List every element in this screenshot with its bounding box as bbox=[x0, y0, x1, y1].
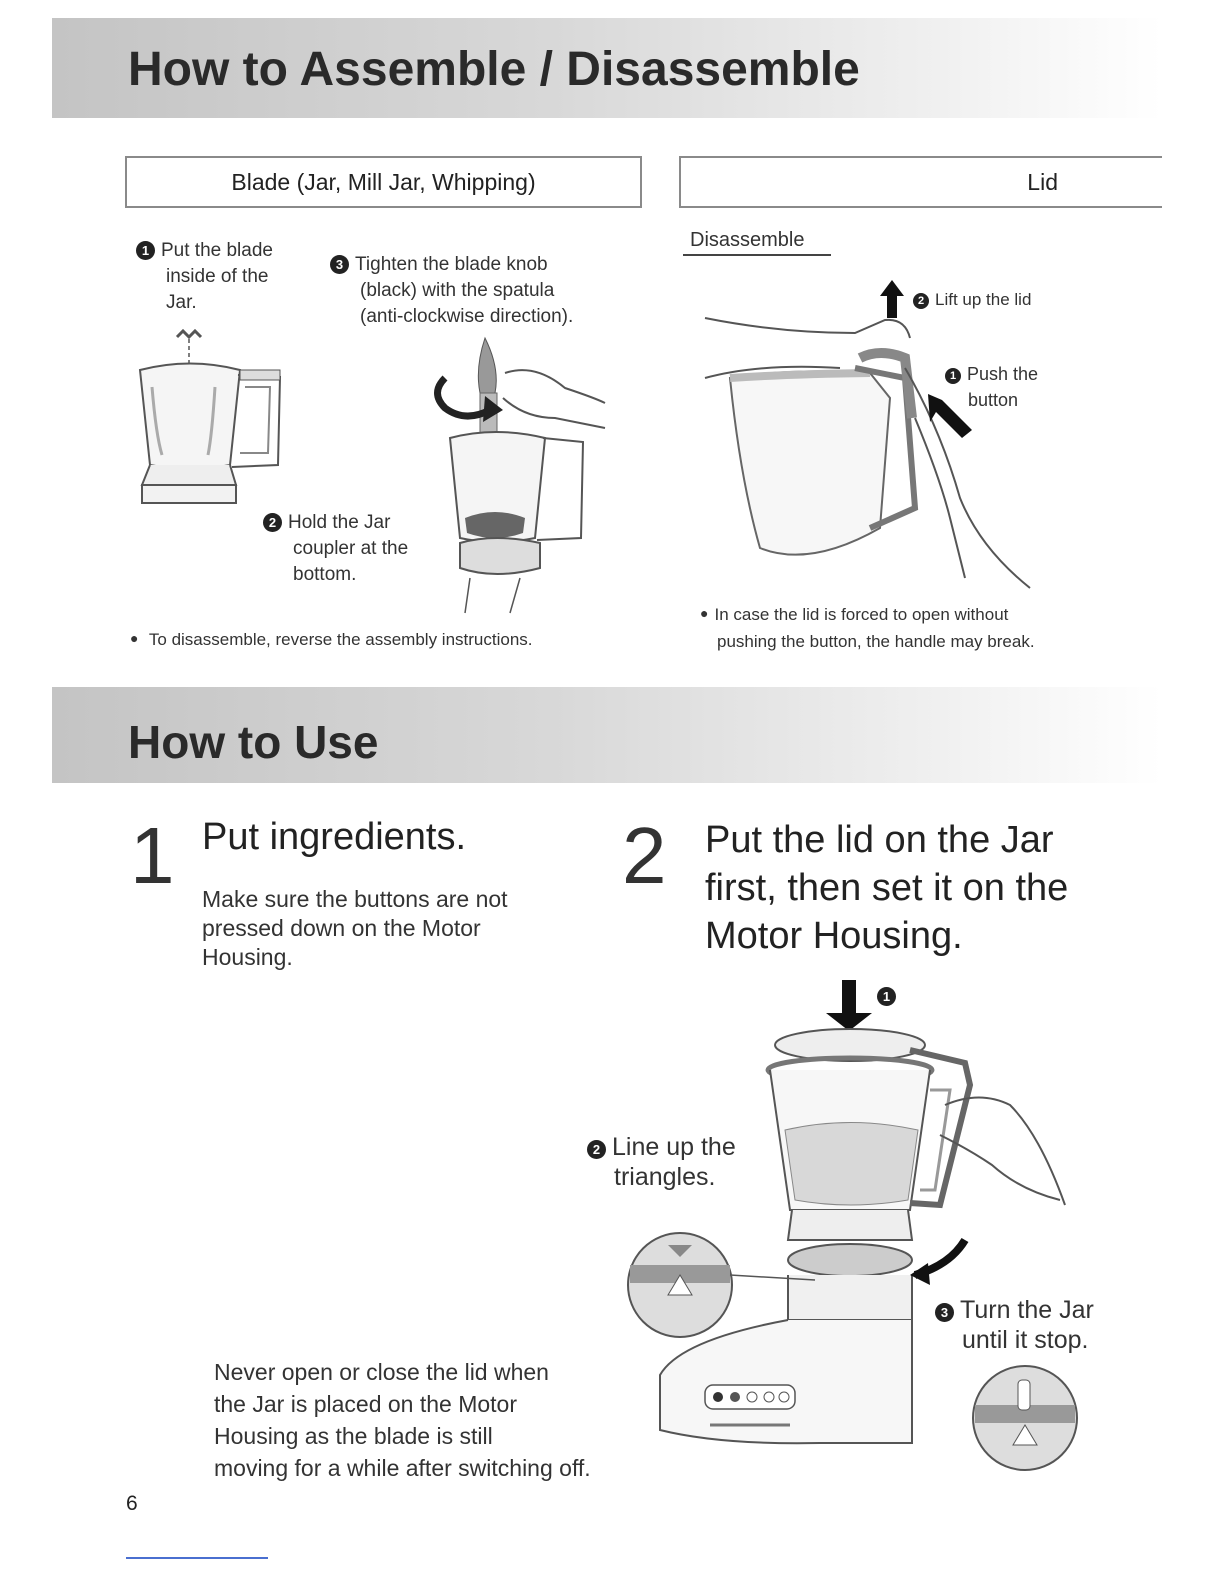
lid-box-label: Lid bbox=[1027, 168, 1058, 195]
blade-note: ● To disassemble, reverse the assembly instructions. bbox=[130, 630, 533, 650]
step-number-badge: 1 bbox=[945, 368, 961, 384]
assemble-header-band bbox=[52, 18, 1162, 118]
use-step1-body: Make sure the buttons are not pressed down on the Motor Housing. bbox=[202, 886, 508, 970]
disassemble-label: Disassemble bbox=[690, 229, 805, 251]
use-step2-number: 2 bbox=[622, 811, 667, 900]
blade-step1: 1 Put the blade inside of the Jar. bbox=[136, 238, 326, 316]
step-number-badge: 3 bbox=[935, 1303, 954, 1322]
page-number: 6 bbox=[126, 1492, 138, 1515]
lid-step2: 2 Lift up the lid bbox=[913, 287, 1031, 313]
step-number-badge: 2 bbox=[587, 1140, 606, 1159]
step-number-badge: 2 bbox=[263, 513, 282, 532]
lid-step1: 1 Push the button bbox=[945, 361, 1038, 413]
assemble-title: How to Assemble / Disassemble bbox=[128, 43, 860, 96]
step-number-badge: 3 bbox=[330, 255, 349, 274]
lid-box bbox=[679, 156, 1162, 208]
callout-2: 2 Line up the triangles. bbox=[587, 1132, 736, 1192]
lid-open-illustration bbox=[700, 278, 1060, 598]
disassemble-underline bbox=[683, 254, 831, 256]
use-step1-number: 1 bbox=[130, 811, 175, 900]
lid-note: ● In case the lid is forced to open without pushing the button, the handle may break. bbox=[700, 600, 1035, 655]
use-step1-heading: Put ingredients. bbox=[202, 816, 467, 858]
blade-step2: 2 Hold the Jar coupler at the bottom. bbox=[263, 510, 463, 588]
use-title: How to Use bbox=[128, 716, 379, 768]
callout-3: 3 Turn the Jar until it stop. bbox=[935, 1295, 1094, 1355]
step-number-badge: 1 bbox=[136, 241, 155, 260]
blade-box bbox=[125, 156, 642, 208]
blade-step3: 3 Tighten the blade knob (black) with the spatula (anti-clockwise direction). bbox=[330, 252, 650, 330]
warning-text: Never open or close the lid when the Jar is placed on the Motor Housing as the blade is still moving for a while after switching off. bbox=[214, 1359, 591, 1481]
footer-link-line bbox=[126, 1557, 268, 1559]
blade-box-label: Blade (Jar, Mill Jar, Whipping) bbox=[231, 168, 536, 195]
step-number-badge: 2 bbox=[913, 293, 929, 309]
jar-blade-illustration bbox=[130, 325, 300, 520]
blender-illustration bbox=[620, 975, 1080, 1455]
step-number-badge: 1 bbox=[877, 987, 896, 1006]
use-header-band bbox=[52, 687, 1162, 783]
use-step2-heading: Put the lid on the Jar first, then set it on the Motor Housing. bbox=[705, 819, 1069, 957]
spatula-tighten-illustration bbox=[425, 338, 625, 618]
